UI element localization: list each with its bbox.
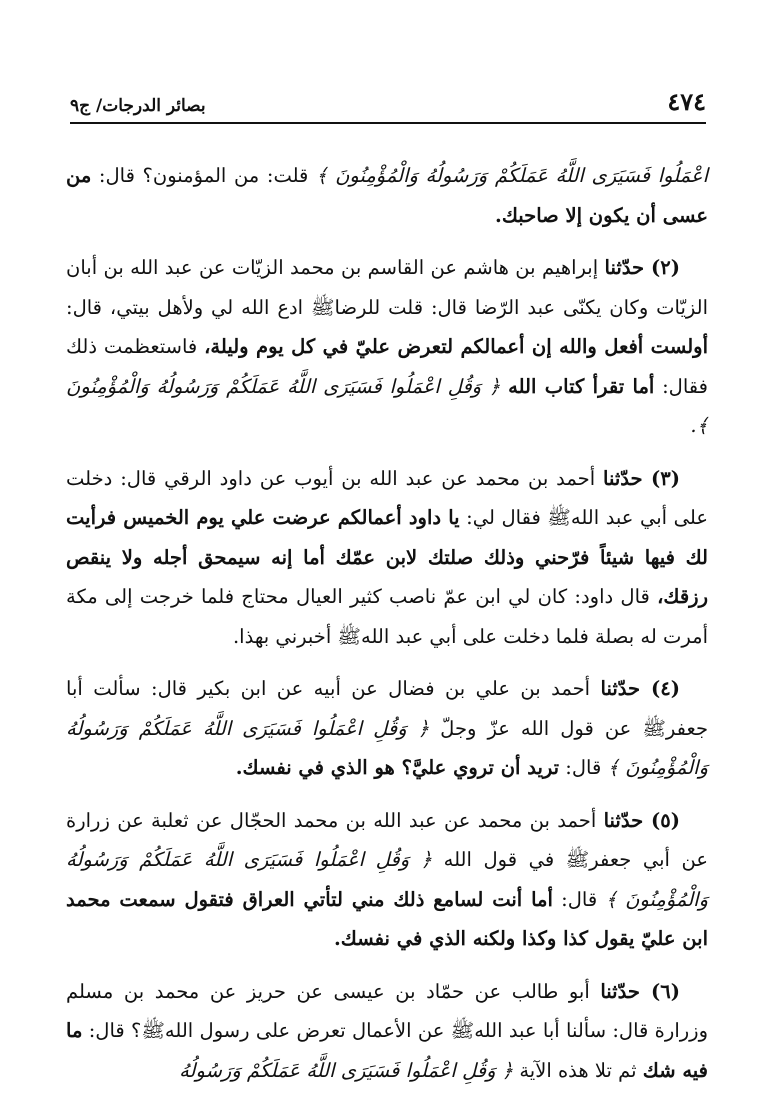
hadith-3 — [66, 459, 708, 657]
text-segment: قال داود: كان لي ابن عمّ ناصب كثير العيال محتاج فلما خرجت إلى مكة أمرت له بصلة فلما دخلت على أبي عبد اللهﷺ أخبرني بهذا. — [66, 585, 708, 648]
hadith-number: (٢) حدّثنا — [604, 256, 680, 279]
hadith-number: (٤) حدّثنا — [600, 677, 680, 700]
hadith-number: (٥) حدّثنا — [603, 808, 680, 832]
text-segment: أحمد بن محمد عن عبد الله بن محمد الحجّال عن ثعلبة عن زرارة عن أبي جعفرﷺ في قول الله — [66, 808, 708, 871]
quran-verse: ﴿ وَقُلِ اعْمَلُوا فَسَيَرَى اللَّهُ عَمَلَكُمْ وَرَسُولُهُ وَالْمُؤْمِنُونَ ﴾ — [66, 848, 708, 911]
text-segment: ثم تلا هذه الآية — [513, 1058, 643, 1082]
bold-segment: ما فيه شك — [66, 1019, 708, 1082]
text-segment: إبراهيم بن هاشم عن القاسم بن محمد الزيّات عن عبد الله بن أبان الزيّات وكان يكنّى عبد الرّضا قال: قلت للرضاﷺ ادع الله لي ولأهل بيتي، قال: — [66, 256, 708, 319]
hadith-6 — [66, 972, 708, 1091]
text-segment: أحمد بن محمد عن عبد الله بن أيوب عن داود الرقي قال: دخلت على أبي عبد اللهﷺ فقال لي: — [66, 466, 708, 529]
page-number: ٤٧٤ — [667, 87, 706, 116]
bold-segment: يا داود أعمالكم عرضت علي يوم الخميس فرأيت لك فيها شيئاً فرّحني وذلك صلتك لابن عمّك أما إنه سيمحق أجله ولا ينقص رزقك، — [66, 506, 708, 608]
quran-verse: ﴿ وَقُلِ اعْمَلُوا فَسَيَرَى اللَّهُ عَمَلَكُمْ وَرَسُولُهُ وَالْمُؤْمِنُونَ ﴾. — [66, 374, 708, 437]
hadith-5 — [66, 801, 708, 959]
bold-segment: أولست أفعل والله إن أعمالكم لتعرض عليّ في كل يوم وليلة، — [204, 335, 708, 358]
text-segment: قال: — [559, 756, 608, 779]
quran-verse: اعْمَلُوا فَسَيَرَى اللَّهُ عَمَلَكُمْ وَرَسُولُهُ وَالْمُؤْمِنُونَ ﴾ — [316, 164, 708, 187]
quran-verse: ﴿ وَقُلِ اعْمَلُوا فَسَيَرَى اللَّهُ عَمَلَكُمْ وَرَسُولُهُ — [179, 1058, 514, 1082]
text-segment: أبو طالب عن حمّاد بن عيسى عن حريز عن محمد بن مسلم وزرارة قال: سألنا أبا عبد اللهﷺ عن الأعمال تعرض على رسول اللهﷺ؟ قال: — [66, 979, 708, 1042]
hadith-2 — [66, 248, 708, 446]
text-segment: قال: — [552, 887, 606, 911]
hadith-number: (٦) حدّثنا — [600, 979, 680, 1003]
text-segment: قلت: من المؤمنون؟ قال: — [91, 164, 317, 187]
bold-segment: أما أنت لسامع ذلك مني لتأتي العراق فتقول سمعت محمد ابن عليّ يقول كذا وكذا ولكنه الذي في نفسك. — [66, 887, 708, 950]
quran-verse: ﴿ وَقُلِ اعْمَلُوا فَسَيَرَى اللَّهُ عَمَلَكُمْ وَرَسُولُهُ وَالْمُؤْمِنُونَ ﴾ — [66, 716, 708, 779]
hadith-4 — [66, 669, 708, 788]
page-header — [70, 88, 706, 124]
body-text — [66, 156, 708, 1103]
running-title: بصائر الدرجات/ ج٩ — [70, 96, 206, 116]
paragraph-continuation — [66, 156, 708, 235]
text-segment: فاستعظمت ذلك فقال: — [66, 335, 708, 398]
bold-segment: تريد أن تروي عليَّ؟ هو الذي في نفسك. — [235, 756, 560, 779]
hadith-number: (٣) حدّثنا — [603, 466, 680, 490]
bold-segment: من عسى أن يكون إلا صاحبك. — [66, 164, 708, 227]
bold-segment: أما تقرأ كتاب الله — [508, 374, 655, 398]
text-segment: أحمد بن علي بن فضال عن أبيه عن ابن بكير قال: سألت أبا جعفرﷺ عن قول الله عزّ وجلّ — [66, 677, 709, 740]
